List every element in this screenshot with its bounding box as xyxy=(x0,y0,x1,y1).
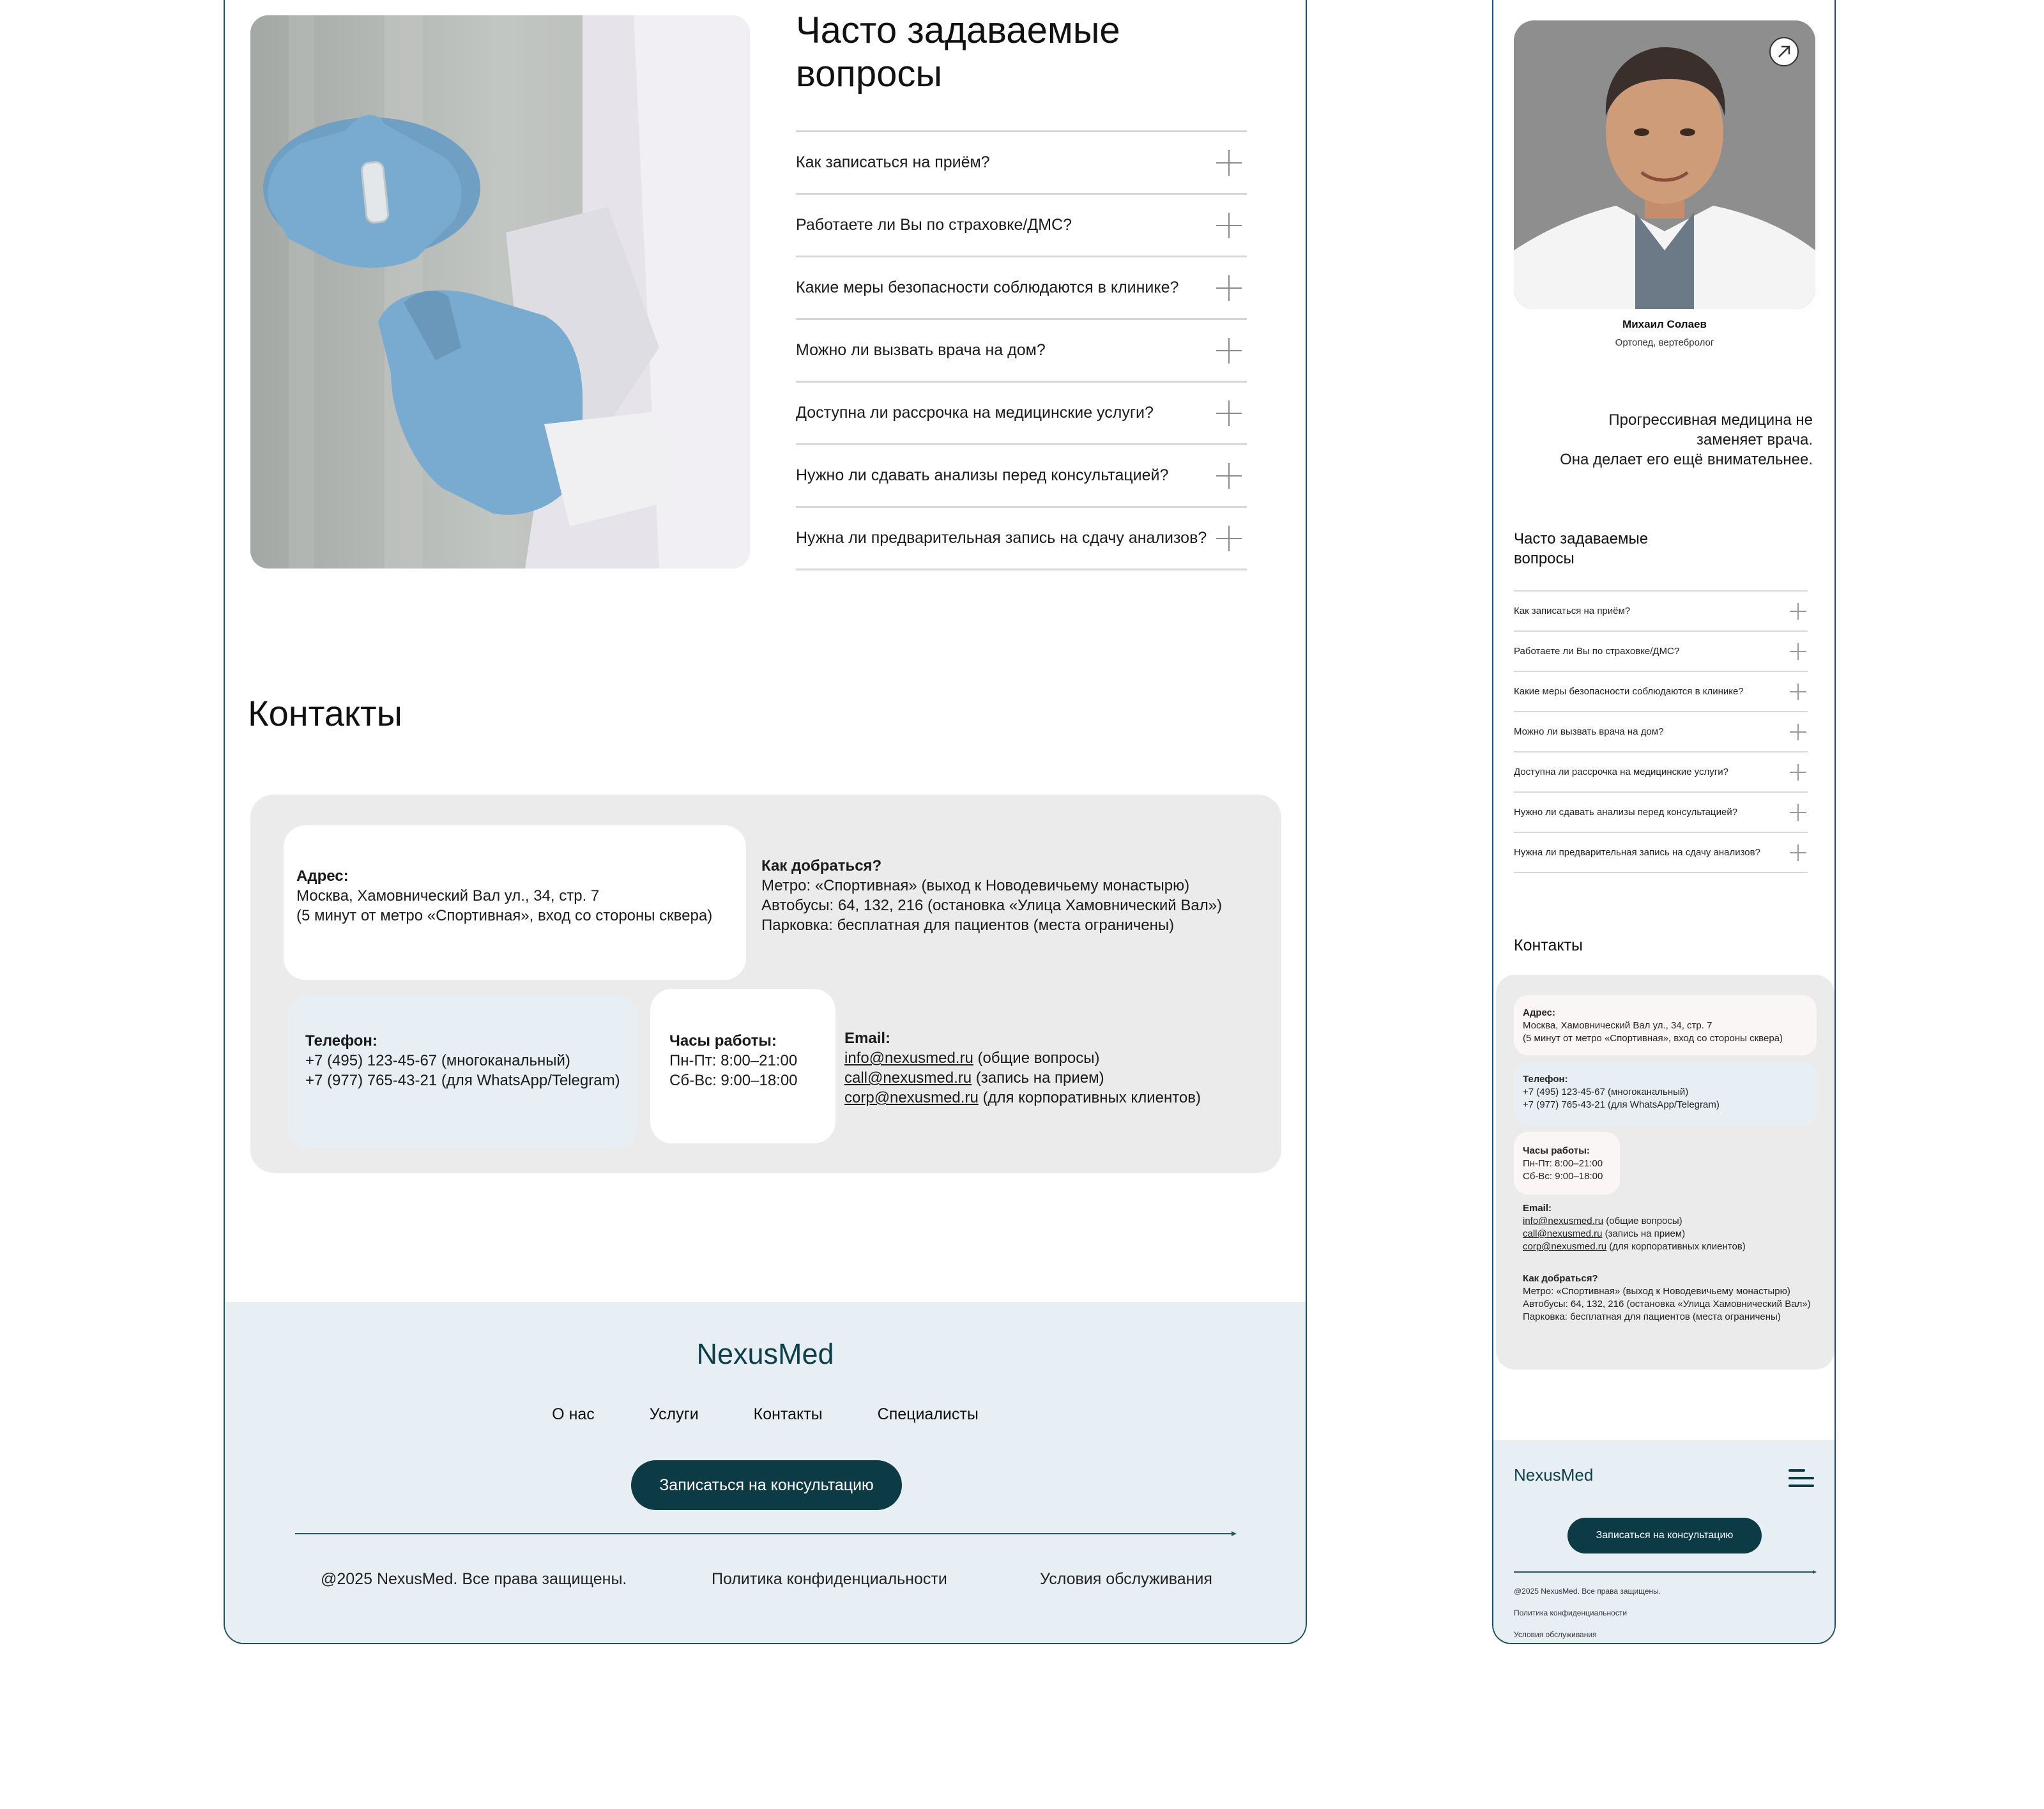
desktop-frame xyxy=(224,0,1307,1644)
email-link[interactable]: corp@nexusmed.ru xyxy=(1523,1241,1607,1252)
faq-item[interactable] xyxy=(796,508,1247,570)
email-note: (общие вопросы) xyxy=(1603,1216,1682,1226)
email-note: (общие вопросы) xyxy=(973,1050,1100,1067)
phone-card xyxy=(1514,1062,1817,1126)
hours-weekdays: Пн-Пт: 8:00–21:00 xyxy=(669,1052,798,1069)
address-note: (5 минут от метро «Спортивная», вход со стороны сквера) xyxy=(296,907,713,924)
email-link[interactable]: info@nexusmed.ru xyxy=(1523,1216,1604,1226)
email-link[interactable]: call@nexusmed.ru xyxy=(844,1069,972,1087)
phone-label: Телефон: xyxy=(305,1032,378,1050)
footer-divider xyxy=(295,1533,1235,1534)
footer-logo[interactable]: NexusMed xyxy=(696,1338,834,1370)
faq-question: Можно ли вызвать врача на дом? xyxy=(796,341,1046,359)
faq-item[interactable] xyxy=(1514,592,1808,632)
faq-item[interactable] xyxy=(1514,712,1808,752)
route-parking: Парковка: бесплатная для пациентов (места ограничены) xyxy=(1523,1311,1781,1322)
hours-label: Часы работы: xyxy=(669,1032,777,1050)
gloves-illustration xyxy=(250,15,750,569)
tagline-line: заменяет врача. xyxy=(1696,431,1813,448)
hours-weekend: Сб-Вс: 9:00–18:00 xyxy=(1523,1171,1603,1182)
faq-question: Можно ли вызвать врача на дом? xyxy=(1514,726,1664,737)
plus-icon[interactable] xyxy=(1790,683,1806,700)
phone-number[interactable]: +7 (977) 765-43-21 (для WhatsApp/Telegram) xyxy=(305,1072,620,1089)
faq-item[interactable] xyxy=(796,445,1247,508)
faq-item[interactable] xyxy=(796,195,1247,257)
faq-question: Как записаться на приём? xyxy=(1514,606,1631,616)
phone-number[interactable]: +7 (495) 123-45-67 (многоканальный) xyxy=(1523,1087,1689,1097)
faq-question: Нужна ли предварительная запись на сдачу анализов? xyxy=(1514,847,1760,858)
email-note: (запись на прием) xyxy=(1602,1228,1686,1239)
plus-icon[interactable] xyxy=(1216,526,1242,551)
email-card xyxy=(1523,1202,1823,1253)
faq-item[interactable] xyxy=(1514,752,1808,793)
faq-item[interactable] xyxy=(796,320,1247,383)
book-consultation-button[interactable]: Записаться на консультацию xyxy=(631,1460,902,1510)
doctor-role: Ортопед, вертебролог xyxy=(1615,337,1714,348)
email-note: (для корпоративных клиентов) xyxy=(1606,1241,1746,1252)
privacy-link[interactable]: Политика конфиденциальности xyxy=(712,1570,947,1588)
faq-list xyxy=(796,130,1247,570)
faq-item[interactable] xyxy=(1514,632,1808,672)
tagline xyxy=(1544,410,1813,469)
plus-icon[interactable] xyxy=(1216,463,1242,489)
route-metro: Метро: «Спортивная» (выход к Новодевичьему монастырю) xyxy=(1523,1286,1790,1297)
route-metro: Метро: «Спортивная» (выход к Новодевичьему монастырю) xyxy=(761,877,1190,894)
address-note: (5 минут от метро «Спортивная», вход со стороны сквера) xyxy=(1523,1033,1783,1044)
route-parking: Парковка: бесплатная для пациентов (места ограничены) xyxy=(761,917,1175,934)
phone-number[interactable]: +7 (977) 765-43-21 (для WhatsApp/Telegram) xyxy=(1523,1099,1720,1110)
email-row xyxy=(844,1068,1292,1088)
arrow-up-right-icon[interactable] xyxy=(1769,37,1799,66)
email-link[interactable]: corp@nexusmed.ru xyxy=(844,1089,979,1106)
plus-icon[interactable] xyxy=(1790,643,1806,660)
faq-question: Как записаться на приём? xyxy=(796,153,990,171)
faq-question: Нужна ли предварительная запись на сдачу анализов? xyxy=(796,529,1207,547)
footer xyxy=(225,1302,1306,1644)
faq-question: Работаете ли Вы по страховке/ДМС? xyxy=(1514,646,1680,657)
faq-item[interactable] xyxy=(1514,833,1808,873)
hours-label: Часы работы: xyxy=(1523,1145,1590,1156)
email-link[interactable]: call@nexusmed.ru xyxy=(1523,1228,1603,1239)
faq-question: Доступна ли рассрочка на медицинские услуги? xyxy=(796,404,1154,422)
footer-logo[interactable]: NexusMed xyxy=(1514,1465,1594,1485)
email-note: (запись на прием) xyxy=(972,1069,1104,1087)
hours-weekdays: Пн-Пт: 8:00–21:00 xyxy=(1523,1158,1603,1169)
gloves-photo xyxy=(250,15,750,569)
nav-link-contacts[interactable]: Контакты xyxy=(753,1405,823,1423)
email-label: Email: xyxy=(1523,1203,1552,1214)
faq-list xyxy=(1514,590,1808,873)
privacy-link[interactable]: Политика конфиденциальности xyxy=(1514,1608,1628,1617)
plus-icon[interactable] xyxy=(1790,804,1806,821)
plus-icon[interactable] xyxy=(1216,150,1242,176)
route-bus: Автобусы: 64, 132, 216 (остановка «Улица Хамовнический Вал») xyxy=(1523,1299,1811,1309)
footer-nav xyxy=(225,1405,1306,1424)
nav-link-about[interactable]: О нас xyxy=(552,1405,595,1423)
phone-number[interactable]: +7 (495) 123-45-67 (многоканальный) xyxy=(305,1052,570,1069)
faq-question: Какие меры безопасности соблюдаются в клинике? xyxy=(796,279,1179,296)
address-line: Москва, Хамовнический Вал ул., 34, стр. 7 xyxy=(296,887,600,904)
plus-icon[interactable] xyxy=(1216,401,1242,426)
terms-link[interactable]: Условия обслуживания xyxy=(1040,1570,1212,1588)
email-row xyxy=(844,1088,1292,1108)
faq-question: Какие меры безопасности соблюдаются в клинике? xyxy=(1514,686,1744,697)
faq-question: Нужно ли сдавать анализы перед консультацией? xyxy=(796,466,1169,484)
plus-icon[interactable] xyxy=(1216,338,1242,363)
faq-item[interactable] xyxy=(796,257,1247,320)
address-line: Москва, Хамовнический Вал ул., 34, стр. 7 xyxy=(1523,1020,1712,1031)
email-card xyxy=(844,1028,1292,1108)
faq-item[interactable] xyxy=(796,383,1247,445)
route-label: Как добраться? xyxy=(761,857,882,874)
route-label: Как добраться? xyxy=(1523,1273,1598,1284)
nav-link-services[interactable]: Услуги xyxy=(649,1405,699,1423)
contacts-title: Контакты xyxy=(248,693,402,733)
copyright: @2025 NexusMed. Все права защищены. xyxy=(321,1570,627,1588)
contacts-title: Контакты xyxy=(1514,936,1583,954)
phone-label: Телефон: xyxy=(1523,1074,1568,1085)
mobile-frame xyxy=(1492,0,1836,1644)
plus-icon[interactable] xyxy=(1216,275,1242,301)
copyright: @2025 NexusMed. Все права защищены. xyxy=(1514,1587,1661,1596)
faq-title: Часто задаваемые вопросы xyxy=(1514,530,1649,567)
email-note: (для корпоративных клиентов) xyxy=(978,1089,1201,1106)
phone-card xyxy=(287,995,637,1149)
tagline-line: Прогрессивная медицина не xyxy=(1608,411,1813,429)
email-label: Email: xyxy=(844,1030,891,1047)
doctor-name: Михаил Солаев xyxy=(1622,318,1707,330)
plus-icon[interactable] xyxy=(1790,724,1806,740)
mobile-footer xyxy=(1493,1440,1834,1644)
route-card xyxy=(1523,1272,1823,1324)
email-row xyxy=(1523,1240,1823,1253)
faq-title: Часто задаваемые вопросы xyxy=(796,10,1120,95)
address-card xyxy=(284,825,746,980)
hamburger-menu-icon[interactable] xyxy=(1788,1469,1814,1490)
faq-question: Доступна ли рассрочка на медицинские услуги? xyxy=(1514,767,1728,777)
faq-item[interactable] xyxy=(796,132,1247,195)
hours-weekend: Сб-Вс: 9:00–18:00 xyxy=(669,1072,798,1089)
plus-icon[interactable] xyxy=(1216,213,1242,238)
doctor-photo[interactable] xyxy=(1514,20,1815,309)
plus-icon[interactable] xyxy=(1790,603,1806,620)
faq-question: Нужно ли сдавать анализы перед консультацией? xyxy=(1514,807,1738,818)
address-card xyxy=(1514,995,1817,1055)
nav-link-specialists[interactable]: Специалисты xyxy=(877,1405,979,1423)
email-row xyxy=(1523,1215,1823,1228)
contacts-panel xyxy=(250,795,1281,1173)
route-bus: Автобусы: 64, 132, 216 (остановка «Улица Хамовнический Вал») xyxy=(761,897,1223,914)
address-label: Адрес: xyxy=(296,867,349,885)
terms-link[interactable]: Условия обслуживания xyxy=(1514,1630,1597,1639)
faq-item[interactable] xyxy=(1514,793,1808,833)
faq-question: Работаете ли Вы по страховке/ДМС? xyxy=(796,216,1072,234)
email-row xyxy=(844,1048,1292,1068)
plus-icon[interactable] xyxy=(1790,844,1806,861)
plus-icon[interactable] xyxy=(1790,764,1806,781)
route-card xyxy=(761,856,1272,935)
hours-card xyxy=(1514,1132,1620,1195)
email-link[interactable]: info@nexusmed.ru xyxy=(844,1050,973,1067)
address-label: Адрес: xyxy=(1523,1007,1555,1018)
footer-divider xyxy=(1514,1571,1815,1573)
faq-item[interactable] xyxy=(1514,672,1808,712)
tagline-line: Она делает его ещё внимательнее. xyxy=(1560,451,1813,468)
hours-card xyxy=(650,989,835,1143)
email-row xyxy=(1523,1228,1823,1240)
book-consultation-button[interactable]: Записаться на консультацию xyxy=(1567,1518,1762,1553)
contacts-panel xyxy=(1496,975,1834,1370)
